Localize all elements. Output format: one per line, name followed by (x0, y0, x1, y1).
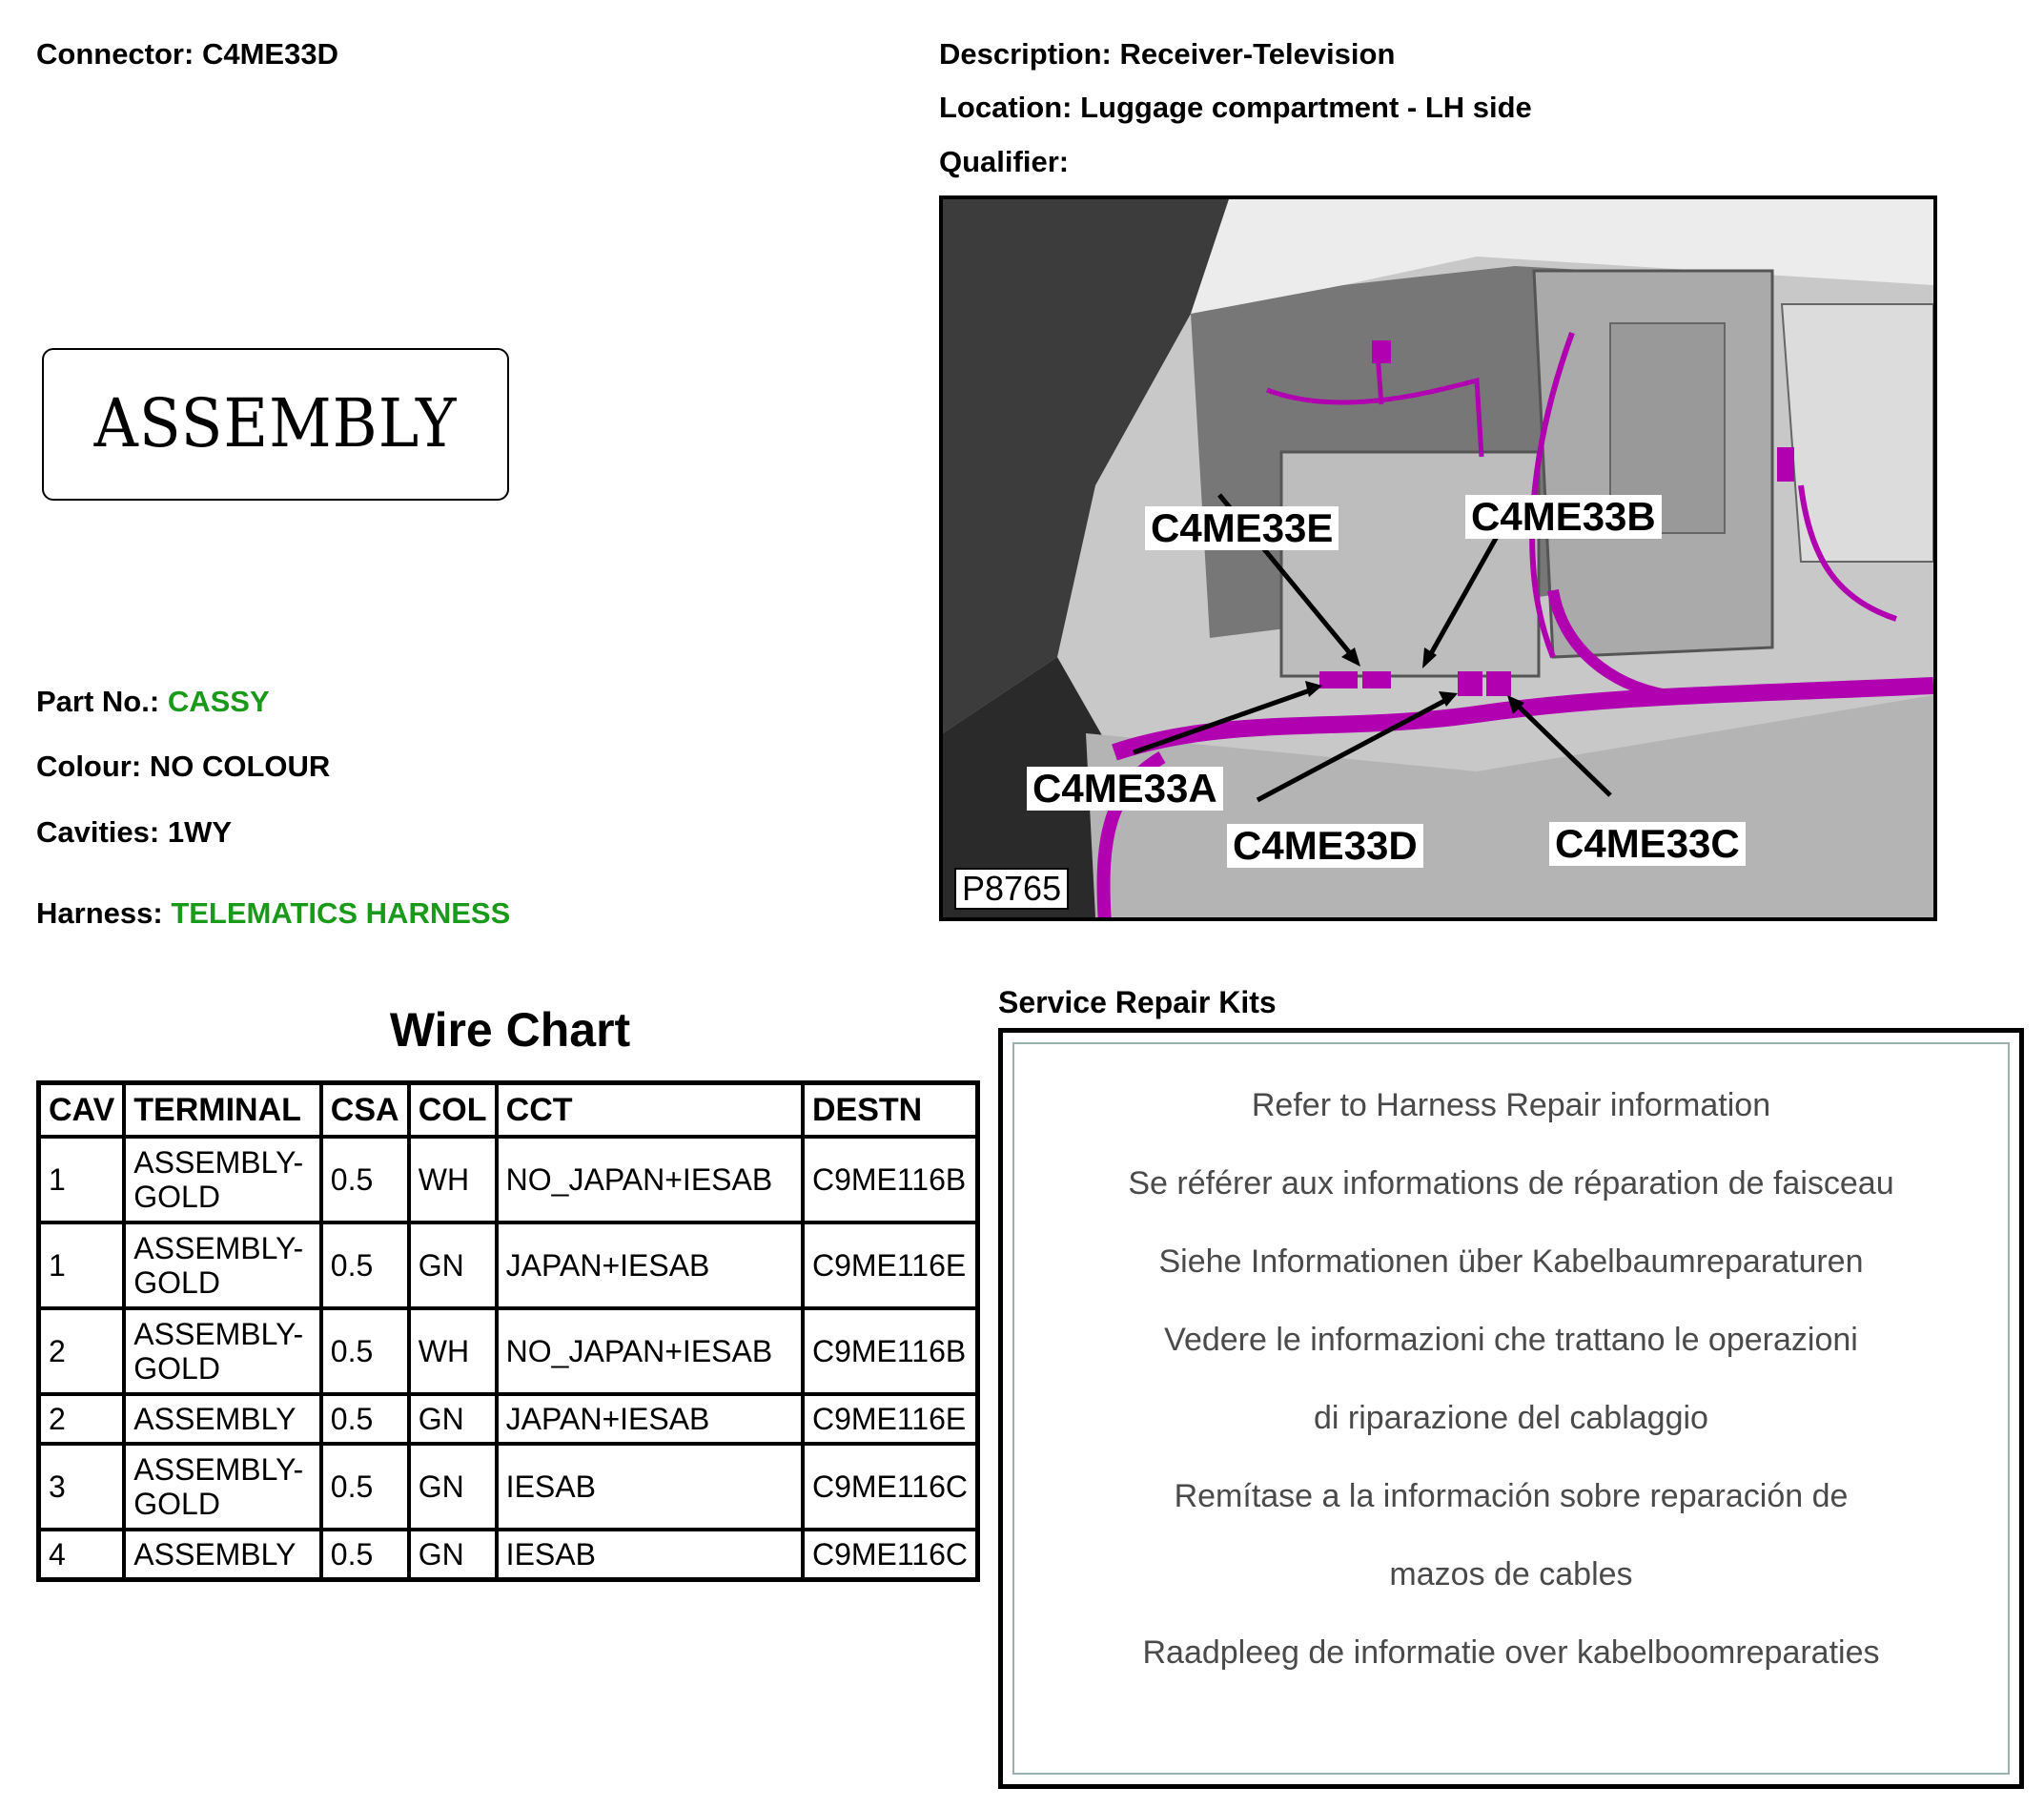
kits-line: Refer to Harness Repair information (1251, 1087, 1771, 1123)
cell-csa: 0.5 (321, 1444, 409, 1530)
location-photo (939, 195, 1937, 921)
kits-line: Remítase a la información sobre reparación de (1174, 1478, 1849, 1514)
cell-terminal: ASSEMBLY-GOLD (124, 1444, 321, 1530)
table-row (39, 1137, 978, 1222)
kits-line: Se référer aux informations de réparation de faisceau (1128, 1165, 1894, 1202)
cell-cav: 2 (39, 1308, 125, 1394)
description-value: Receiver-Television (1119, 37, 1396, 71)
connector-field (36, 37, 338, 72)
cell-terminal: ASSEMBLY-GOLD (124, 1137, 321, 1222)
location-value: Luggage compartment - LH side (1080, 91, 1532, 124)
cell-cct: JAPAN+IESAB (497, 1394, 803, 1444)
part-no-label: Part No.: (36, 685, 160, 718)
photo-id-label: P8765 (954, 868, 1069, 910)
service-repair-kits-title: Service Repair Kits (998, 985, 1277, 1019)
harness-link[interactable]: TELEMATICS HARNESS (171, 896, 511, 930)
callout-c4me33d: C4ME33D (1227, 824, 1423, 868)
cell-col: WH (409, 1137, 497, 1222)
col-header-cav: CAV (39, 1083, 125, 1138)
description-label: Description: (939, 37, 1112, 71)
location-label: Location: (939, 91, 1073, 124)
cell-destn: C9ME116B (803, 1137, 978, 1222)
cell-cav: 2 (39, 1394, 125, 1444)
cell-cct: JAPAN+IESAB (497, 1222, 803, 1308)
col-header-cct: CCT (497, 1083, 803, 1138)
cell-col: GN (409, 1530, 497, 1580)
service-repair-kits-text (1014, 1086, 2008, 1712)
harness-field (36, 896, 510, 931)
colour-value: NO COLOUR (149, 750, 331, 783)
kits-line: Vedere le informazioni che trattano le operazioni (1164, 1322, 1858, 1358)
cell-destn: C9ME116B (803, 1308, 978, 1394)
table-header-row (39, 1083, 978, 1138)
cell-cav: 1 (39, 1222, 125, 1308)
col-header-csa: CSA (321, 1083, 409, 1138)
colour-field (36, 750, 330, 784)
connector-value: C4ME33D (201, 37, 338, 71)
colour-label: Colour: (36, 750, 142, 783)
wire-chart-table (36, 1080, 980, 1582)
col-header-terminal: TERMINAL (124, 1083, 321, 1138)
cell-terminal: ASSEMBLY-GOLD (124, 1308, 321, 1394)
cell-terminal: ASSEMBLY-GOLD (124, 1222, 321, 1308)
cavities-field (36, 815, 232, 850)
part-no-link[interactable]: CASSY (167, 685, 270, 718)
kits-line: di riparazione del cablaggio (1314, 1400, 1708, 1436)
cell-cct: NO_JAPAN+IESAB (497, 1137, 803, 1222)
cell-col: WH (409, 1308, 497, 1394)
cavities-label: Cavities: (36, 815, 160, 849)
kits-line: mazos de cables (1389, 1556, 1633, 1592)
callout-c4me33e: C4ME33E (1145, 506, 1339, 550)
col-header-col: COL (409, 1083, 497, 1138)
location-field (939, 91, 1532, 125)
cell-terminal: ASSEMBLY (124, 1530, 321, 1580)
table-row (39, 1222, 978, 1308)
connector-label: Connector: (36, 37, 194, 71)
table-row (39, 1394, 978, 1444)
table-row (39, 1444, 978, 1530)
cell-cav: 1 (39, 1137, 125, 1222)
cell-terminal: ASSEMBLY (124, 1394, 321, 1444)
part-no-field (36, 685, 270, 719)
kits-line: Siehe Informationen über Kabelbaumreparaturen (1158, 1243, 1864, 1280)
cell-destn: C9ME116C (803, 1444, 978, 1530)
cell-col: GN (409, 1222, 497, 1308)
qualifier-field (939, 145, 1069, 179)
cell-csa: 0.5 (321, 1394, 409, 1444)
callout-c4me33b: C4ME33B (1465, 495, 1662, 539)
callout-c4me33a: C4ME33A (1027, 767, 1223, 811)
cell-cct: IESAB (497, 1530, 803, 1580)
cell-csa: 0.5 (321, 1222, 409, 1308)
col-header-destn: DESTN (803, 1083, 978, 1138)
cell-destn: C9ME116E (803, 1394, 978, 1444)
assembly-text: ASSEMBLY (93, 385, 458, 463)
qualifier-label: Qualifier: (939, 145, 1070, 178)
connector-face-box (42, 348, 509, 501)
harness-label: Harness: (36, 896, 163, 930)
cell-csa: 0.5 (321, 1308, 409, 1394)
cell-destn: C9ME116C (803, 1530, 978, 1580)
description-field (939, 37, 1395, 72)
service-repair-kits-panel (998, 1028, 2024, 1789)
table-row (39, 1530, 978, 1580)
cavities-value: 1WY (167, 815, 233, 849)
cell-cav: 3 (39, 1444, 125, 1530)
kits-line: Raadpleeg de informatie over kabelboomreparaties (1142, 1634, 1880, 1671)
cell-cct: NO_JAPAN+IESAB (497, 1308, 803, 1394)
cell-destn: C9ME116E (803, 1222, 978, 1308)
cell-cav: 4 (39, 1530, 125, 1580)
cell-col: GN (409, 1394, 497, 1444)
cell-csa: 0.5 (321, 1137, 409, 1222)
table-row (39, 1308, 978, 1394)
callout-c4me33c: C4ME33C (1549, 822, 1746, 866)
cell-col: GN (409, 1444, 497, 1530)
cell-csa: 0.5 (321, 1530, 409, 1580)
wire-chart-title: Wire Chart (389, 1003, 631, 1057)
cell-cct: IESAB (497, 1444, 803, 1530)
service-repair-kits-inner (1012, 1042, 2010, 1775)
